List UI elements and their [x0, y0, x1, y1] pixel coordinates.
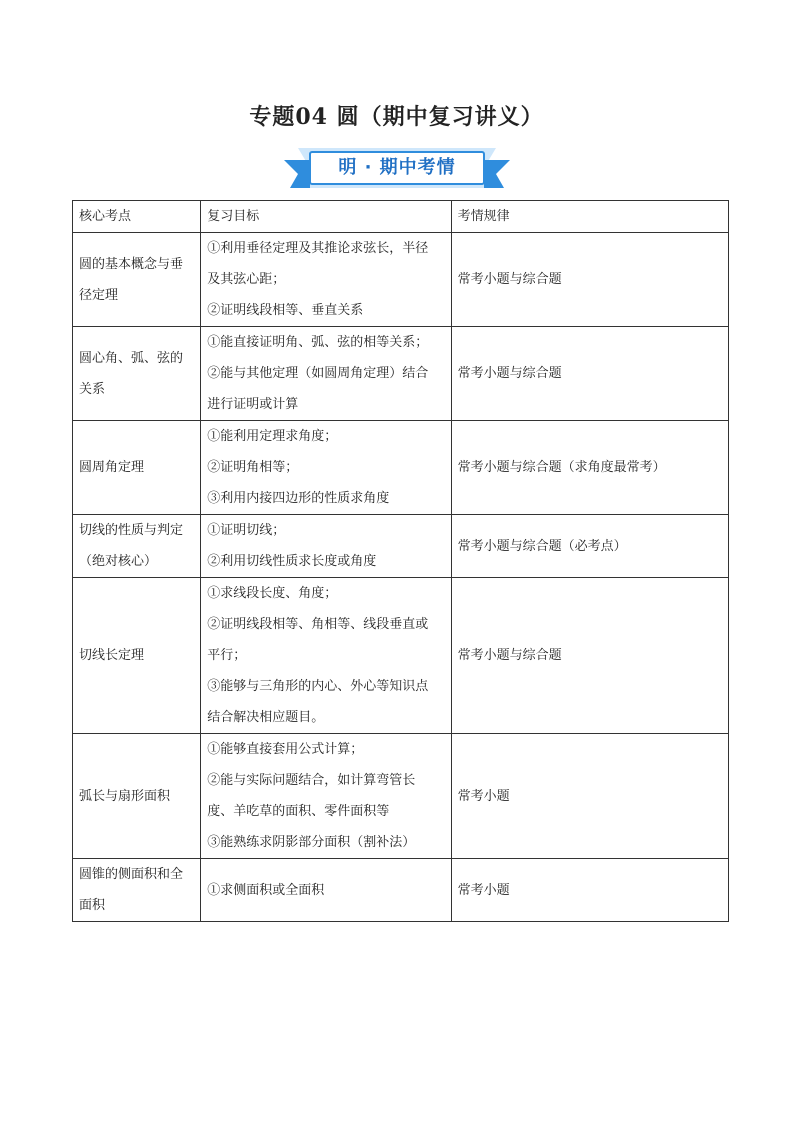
core-topic-cell	[73, 578, 201, 734]
table-row	[73, 421, 729, 515]
core-topic-text: 径定理	[79, 287, 119, 303]
review-goal-cell	[201, 421, 451, 515]
review-goal-text: ②能与其他定理（如圆周角定理）结合	[207, 366, 429, 381]
core-topic-text: 弧长与扇形面积	[79, 788, 171, 804]
review-goal-cell	[201, 327, 451, 421]
exam-pattern-cell: 常考小题与综合题（必考点）	[451, 515, 728, 578]
review-goal-text: ②证明线段相等、角相等、线段垂直或	[207, 617, 429, 632]
core-topic-text: 面积	[79, 898, 106, 913]
review-goal-text: ①利用垂径定理及其推论求弦长，半径	[207, 241, 429, 256]
core-topic-text: 圆心角、弧、弦的	[79, 350, 184, 366]
review-goal-cell	[201, 578, 451, 734]
review-goal-text: 及其弦心距；	[207, 272, 286, 287]
review-goal-text: ①能利用定理求角度；	[207, 429, 338, 444]
review-goal-text: ①求线段长度、角度；	[207, 586, 338, 601]
review-goal-cell	[201, 233, 451, 327]
review-goal-text: 度、羊吃草的面积、零件面积等	[207, 804, 390, 819]
review-goal-text: ②利用切线性质求长度或角度	[207, 554, 377, 569]
core-topic-cell	[73, 734, 201, 859]
review-goal-text: ①能够直接套用公式计算；	[207, 742, 364, 757]
table-row	[73, 327, 729, 421]
core-topic-cell	[73, 327, 201, 421]
review-goal-text: 结合解决相应题目。	[207, 710, 325, 725]
core-topic-text: 圆周角定理	[79, 460, 145, 475]
core-topic-text: （绝对核心）	[79, 554, 158, 569]
review-goal-text: ③能熟练求阴影部分面积（割补法）	[207, 835, 416, 850]
page-title: 专题04 圆（期中复习讲义）	[249, 104, 544, 130]
core-topic-text: 切线长定理	[79, 648, 145, 663]
core-topic-text: 圆的基本概念与垂	[79, 256, 184, 272]
review-goal-text: 平行；	[207, 648, 247, 663]
core-topic-cell	[73, 421, 201, 515]
review-goal-text: ②能与实际问题结合，如计算弯管长	[207, 773, 416, 788]
exam-analysis-table	[72, 200, 729, 922]
exam-pattern-cell: 常考小题	[451, 859, 728, 922]
header-review-goal: 复习目标	[201, 201, 451, 233]
review-goal-text: ②证明角相等；	[207, 460, 299, 475]
review-goal-text: ③能够与三角形的内心、外心等知识点	[207, 679, 429, 694]
review-goal-text: ①证明切线；	[207, 523, 286, 538]
core-topic-text: 切线的性质与判定	[79, 523, 184, 538]
core-topic-cell	[73, 233, 201, 327]
core-topic-cell	[73, 859, 201, 922]
exam-pattern-cell: 常考小题与综合题	[451, 327, 728, 421]
table-body	[73, 233, 729, 922]
table-row	[73, 233, 729, 327]
table-row	[73, 515, 729, 578]
table-row	[73, 734, 729, 859]
core-topic-text: 圆锥的侧面积和全	[79, 867, 184, 882]
table-header-row	[73, 201, 729, 233]
exam-pattern-cell: 常考小题	[451, 734, 728, 859]
review-goal-cell	[201, 734, 451, 859]
header-exam-pattern: 考情规律	[451, 201, 728, 233]
review-goal-text: ①能直接证明角、弧、弦的相等关系；	[207, 335, 429, 350]
exam-pattern-cell: 常考小题与综合题	[451, 233, 728, 327]
table-row	[73, 859, 729, 922]
review-goal-text: ③利用内接四边形的性质求角度	[207, 491, 390, 506]
header-core-topic: 核心考点	[73, 201, 201, 233]
review-goal-cell	[201, 859, 451, 922]
banner-label: 明 · 期中考情	[338, 157, 456, 178]
review-goal-text: ②证明线段相等、垂直关系	[207, 303, 364, 318]
exam-pattern-cell: 常考小题与综合题	[451, 578, 728, 734]
exam-pattern-cell: 常考小题与综合题（求角度最常考）	[451, 421, 728, 515]
core-topic-cell	[73, 515, 201, 578]
core-topic-text: 关系	[79, 381, 106, 397]
review-goal-text: 进行证明或计算	[207, 397, 299, 412]
table-row	[73, 578, 729, 734]
section-banner	[284, 146, 510, 190]
review-goal-cell	[201, 515, 451, 578]
review-goal-text: ①求侧面积或全面积	[207, 882, 325, 898]
